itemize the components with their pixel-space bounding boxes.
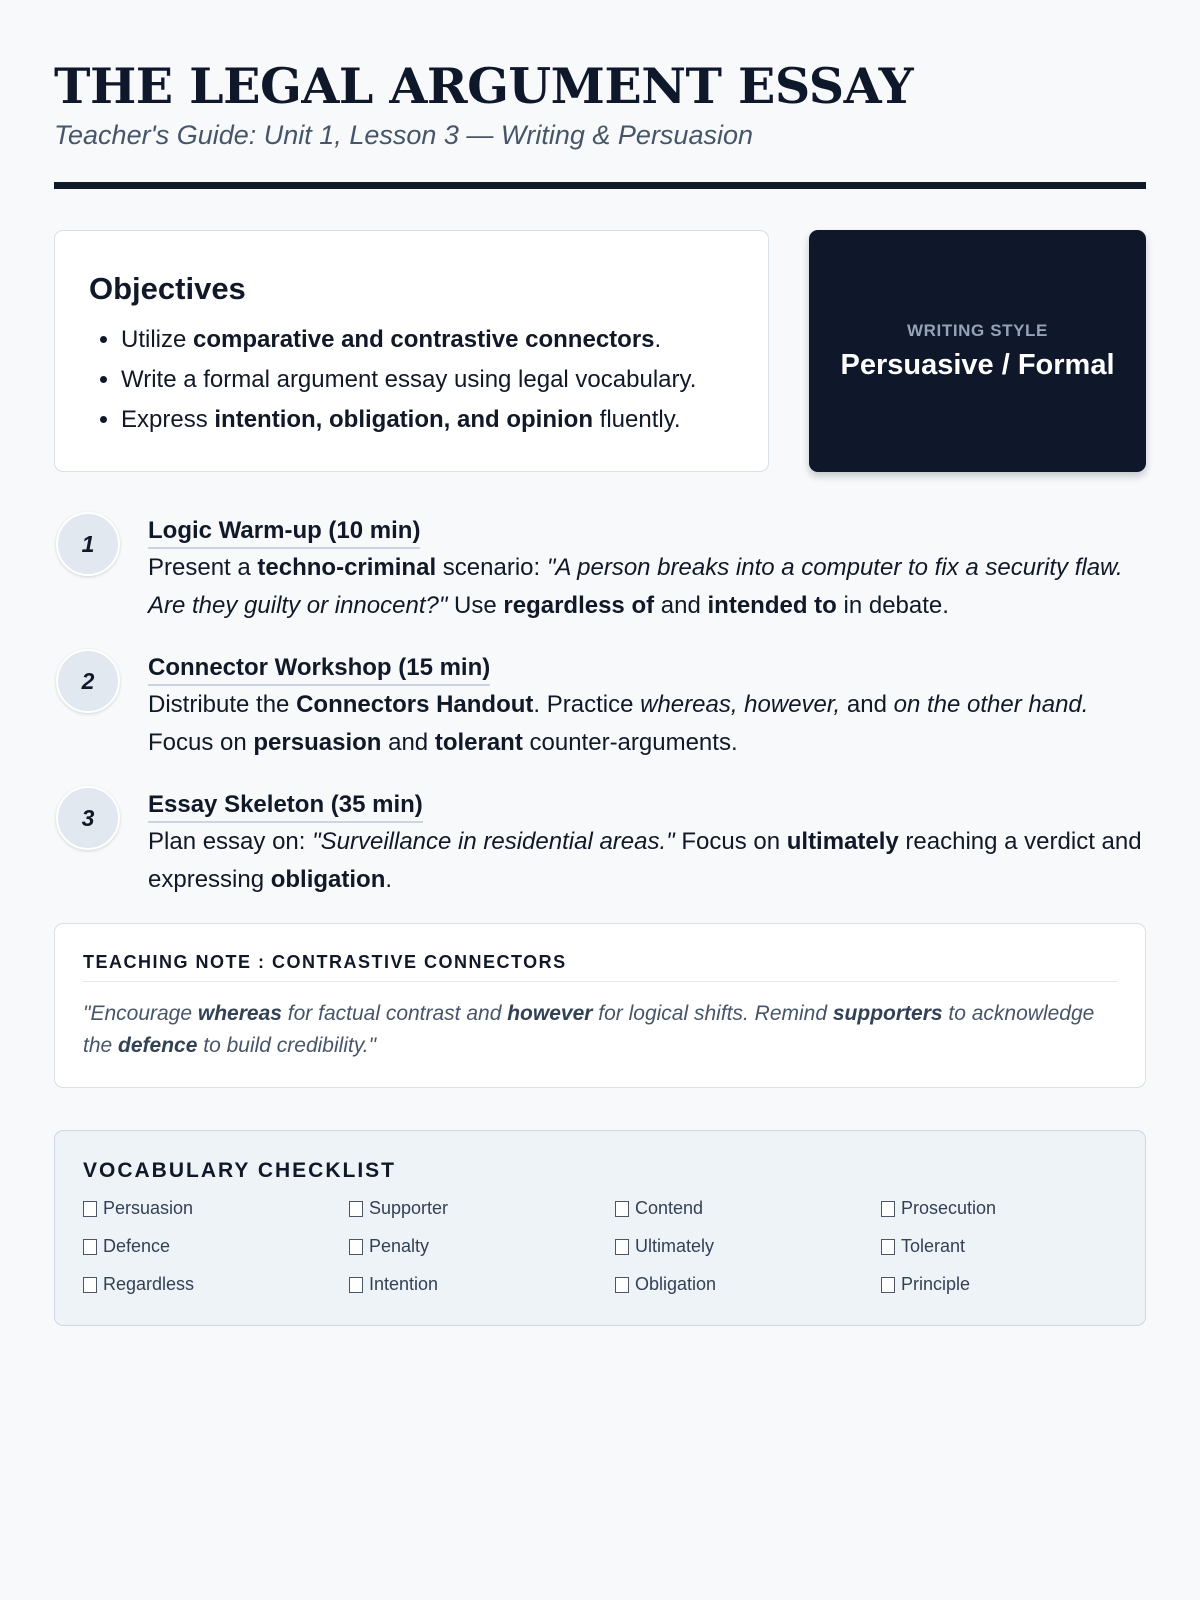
lesson-step <box>54 512 1146 625</box>
step-text: Plan essay on: <box>148 828 313 855</box>
vocab-label: Regardless <box>103 1274 195 1294</box>
step-text: Distribute the <box>148 691 297 718</box>
checkbox-icon[interactable] <box>881 1201 895 1217</box>
vocab-item-regardless[interactable] <box>83 1273 349 1296</box>
note-emphasis: however <box>507 1002 593 1025</box>
checkbox-icon[interactable] <box>615 1239 629 1255</box>
step-text: and <box>381 729 435 756</box>
vocabulary-checklist-title: VOCABULARY CHECKLIST <box>83 1159 397 1182</box>
step-quote: "A person breaks into a computer to fix a security flaw. Are they guilty or innocent?" <box>148 554 1123 619</box>
vocab-label: Intention <box>369 1274 439 1294</box>
vocab-item-tolerant[interactable] <box>881 1235 1147 1258</box>
checkbox-icon[interactable] <box>83 1277 97 1293</box>
step-emphasis: techno-criminal <box>257 554 437 581</box>
step-description <box>148 686 1146 762</box>
objective-text: . <box>654 326 662 353</box>
top-row <box>54 230 1146 472</box>
step-emphasis: ultimately <box>786 828 899 855</box>
note-text: for logical shifts. Remind <box>592 1002 833 1025</box>
step-text: . Practice <box>533 691 641 718</box>
step-body <box>148 649 1146 762</box>
vocab-item-penalty[interactable] <box>349 1235 615 1258</box>
objective-text: Utilize <box>121 326 194 353</box>
note-emphasis: whereas <box>197 1002 282 1025</box>
checkbox-icon[interactable] <box>83 1201 97 1217</box>
note-emphasis: defence <box>118 1034 198 1057</box>
vocab-label: Prosecution <box>901 1198 997 1218</box>
step-text: in debate. <box>836 592 949 619</box>
objectives-heading: Objectives <box>89 271 246 306</box>
objectives-list <box>89 320 734 440</box>
vocab-item-intention[interactable] <box>349 1273 615 1296</box>
step-emphasis: regardless of <box>503 592 655 619</box>
page-subtitle: Teacher's Guide: Unit 1, Lesson 3 — Writing & Persuasion <box>54 120 753 150</box>
checkbox-icon[interactable] <box>615 1277 629 1293</box>
vocab-item-prosecution[interactable] <box>881 1197 1147 1220</box>
step-title: Connector Workshop (15 min) <box>148 652 490 686</box>
step-body <box>148 786 1146 899</box>
checkbox-icon[interactable] <box>881 1277 895 1293</box>
vocab-label: Tolerant <box>901 1236 966 1256</box>
objective-emphasis: intention, obligation, and opinion <box>214 406 593 433</box>
step-quote: "Surveillance in residential areas." <box>312 828 675 855</box>
step-text: Use <box>447 592 504 619</box>
vocab-label: Obligation <box>635 1274 717 1294</box>
step-number-badge: 1 <box>56 512 120 576</box>
objective-item <box>121 320 734 360</box>
vocab-label: Supporter <box>369 1198 449 1218</box>
writing-style-value: Persuasive / Formal <box>840 348 1115 381</box>
vocabulary-checklist <box>54 1130 1146 1326</box>
checkbox-icon[interactable] <box>83 1239 97 1255</box>
note-text: to acknowledge the <box>83 1002 1095 1057</box>
teaching-note-text <box>83 998 1117 1062</box>
vocabulary-grid <box>83 1197 1117 1296</box>
lesson-steps <box>54 512 1146 899</box>
lesson-step <box>54 649 1146 762</box>
vocab-item-principle[interactable] <box>881 1273 1147 1296</box>
checkbox-icon[interactable] <box>615 1201 629 1217</box>
step-number-badge: 2 <box>56 649 120 713</box>
writing-style-card <box>809 230 1146 472</box>
vocab-label: Penalty <box>369 1236 430 1256</box>
vocab-label: Defence <box>103 1236 171 1256</box>
vocab-item-defence[interactable] <box>83 1235 349 1258</box>
step-text: scenario: <box>436 554 547 581</box>
checkbox-icon[interactable] <box>881 1239 895 1255</box>
step-emphasis: persuasion <box>253 729 382 756</box>
vocab-label: Ultimately <box>635 1236 715 1256</box>
vocab-item-contend[interactable] <box>615 1197 881 1220</box>
checkbox-icon[interactable] <box>349 1239 363 1255</box>
objectives-card <box>54 230 769 472</box>
checkbox-icon[interactable] <box>349 1201 363 1217</box>
step-body <box>148 512 1146 625</box>
step-text: . <box>385 866 393 893</box>
step-italic: whereas, however, <box>640 691 841 718</box>
step-description <box>148 823 1146 899</box>
lesson-step <box>54 786 1146 899</box>
step-description <box>148 549 1146 625</box>
objective-item <box>121 400 734 440</box>
step-title: Essay Skeleton (35 min) <box>148 789 423 823</box>
step-text: counter-arguments. <box>522 729 738 756</box>
note-text: to build credibility." <box>197 1034 377 1057</box>
step-text: Focus on <box>674 828 787 855</box>
teaching-note-title: TEACHING NOTE : CONTRASTIVE CONNECTORS <box>83 952 1117 982</box>
vocab-item-persuasion[interactable] <box>83 1197 349 1220</box>
step-text: Present a <box>148 554 258 581</box>
step-emphasis: obligation <box>270 866 386 893</box>
objective-text: Express <box>121 406 215 433</box>
vocab-label: Principle <box>901 1274 971 1294</box>
objective-text: Write a formal argument essay using legal vocabulary. <box>121 366 697 393</box>
writing-style-label: WRITING STYLE <box>907 320 1048 340</box>
header-divider <box>54 182 1146 189</box>
step-number-badge: 3 <box>56 786 120 850</box>
note-text: for factual contrast and <box>281 1002 508 1025</box>
step-text: and <box>654 592 708 619</box>
step-text: Focus on <box>148 729 254 756</box>
vocab-item-ultimately[interactable] <box>615 1235 881 1258</box>
vocab-item-supporter[interactable] <box>349 1197 615 1220</box>
step-emphasis: tolerant <box>434 729 523 756</box>
note-emphasis: supporters <box>832 1002 943 1025</box>
objective-item <box>121 360 734 400</box>
teaching-note-card <box>54 923 1146 1088</box>
page-title: THE LEGAL ARGUMENT ESSAY <box>54 57 914 115</box>
step-italic: on the other hand. <box>893 691 1089 718</box>
vocab-item-obligation[interactable] <box>615 1273 881 1296</box>
checkbox-icon[interactable] <box>349 1277 363 1293</box>
step-title: Logic Warm-up (10 min) <box>148 515 420 549</box>
step-emphasis: intended to <box>707 592 837 619</box>
step-emphasis: Connectors Handout <box>296 691 534 718</box>
objective-text: fluently. <box>592 406 681 433</box>
vocab-label: Persuasion <box>103 1198 194 1218</box>
note-text: "Encourage <box>83 1002 198 1025</box>
step-text: reaching a verdict and expressing <box>148 828 1142 893</box>
header <box>54 0 1146 189</box>
objective-emphasis: comparative and contrastive connectors <box>193 326 655 353</box>
step-text: and <box>840 691 894 718</box>
vocab-label: Contend <box>635 1198 704 1218</box>
